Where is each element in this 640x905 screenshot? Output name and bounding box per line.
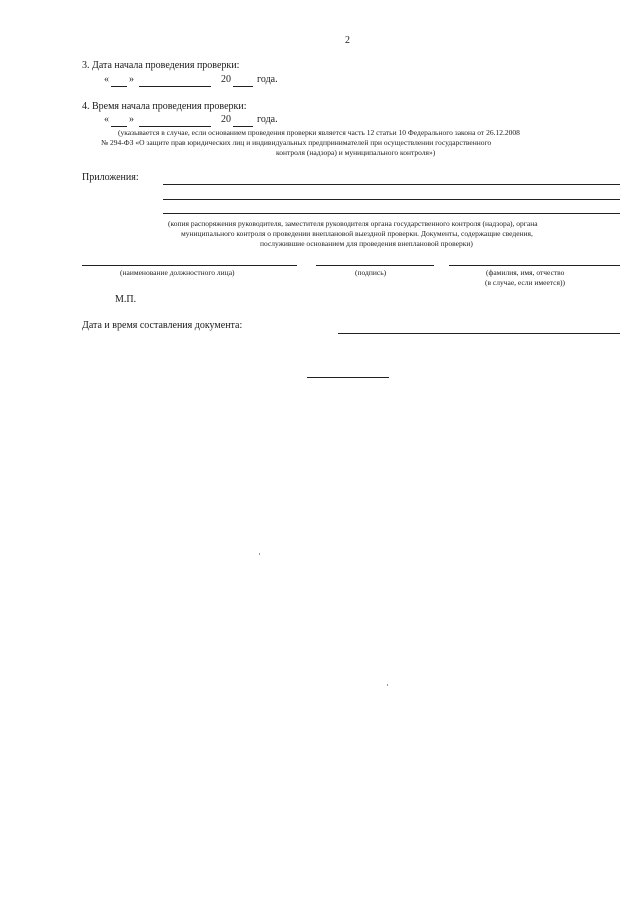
document-date-label: Дата и время составления документа:	[82, 320, 243, 331]
section3-year-suffix: года.	[257, 74, 278, 85]
page-number: 2	[345, 35, 350, 46]
section3-year-field[interactable]	[233, 86, 253, 87]
stamp-label: М.П.	[115, 294, 137, 305]
section3-title: 3. Дата начала проведения проверки:	[82, 60, 240, 71]
section4-open-quote: «	[104, 114, 109, 125]
attachments-note-line1: (копия распоряжения руководителя, заместителя руководителя органа государственного контроля (надзора), органа	[168, 219, 538, 228]
section4-month-field[interactable]	[139, 126, 211, 127]
attachments-line-1[interactable]	[163, 184, 620, 185]
signature-label: (подпись)	[355, 268, 387, 277]
scan-speck	[387, 684, 388, 686]
section4-close-quote: »	[129, 114, 134, 125]
section4-year-field[interactable]	[233, 126, 253, 127]
attachments-note-line3: послужившие основанием для проведения внеплановой проверки)	[260, 239, 473, 248]
document-date-field[interactable]	[338, 333, 620, 334]
section4-day-field[interactable]	[111, 126, 127, 127]
section4-note-line1: (указывается в случае, если основанием проведения проверки является часть 12 статьи 10 Федерального закона от 26.12.2008	[118, 128, 520, 137]
section4-note-line2: № 294-ФЗ «О защите прав юридических лиц и индивидуальных предпринимателей при осуществлении государственного	[101, 138, 492, 147]
closing-rule	[307, 377, 389, 378]
section3-month-field[interactable]	[139, 86, 211, 87]
full-name-field[interactable]	[449, 265, 620, 266]
attachments-line-3[interactable]	[163, 213, 620, 214]
full-name-label-line1: (фамилия, имя, отчество	[486, 268, 565, 277]
section4-year-suffix: года.	[257, 114, 278, 125]
section4-note-line3: контроля (надзора) и муниципального контроля»)	[276, 148, 436, 157]
section4-year-prefix: 20	[221, 114, 231, 125]
scan-speck	[259, 553, 260, 555]
position-field[interactable]	[82, 265, 297, 266]
position-label: (наименование должностного лица)	[120, 268, 235, 277]
section3-open-quote: «	[104, 74, 109, 85]
signature-field[interactable]	[316, 265, 434, 266]
section4-title: 4. Время начала проведения проверки:	[82, 101, 247, 112]
section3-close-quote: »	[129, 74, 134, 85]
section3-day-field[interactable]	[111, 86, 127, 87]
attachments-line-2[interactable]	[163, 199, 620, 200]
full-name-label-line2: (в случае, если имеется))	[485, 278, 565, 287]
section3-year-prefix: 20	[221, 74, 231, 85]
attachments-label: Приложения:	[82, 172, 139, 183]
attachments-note-line2: муниципального контроля о проведении внеплановой выездной проверки. Документы, содержащие сведения,	[181, 229, 533, 238]
